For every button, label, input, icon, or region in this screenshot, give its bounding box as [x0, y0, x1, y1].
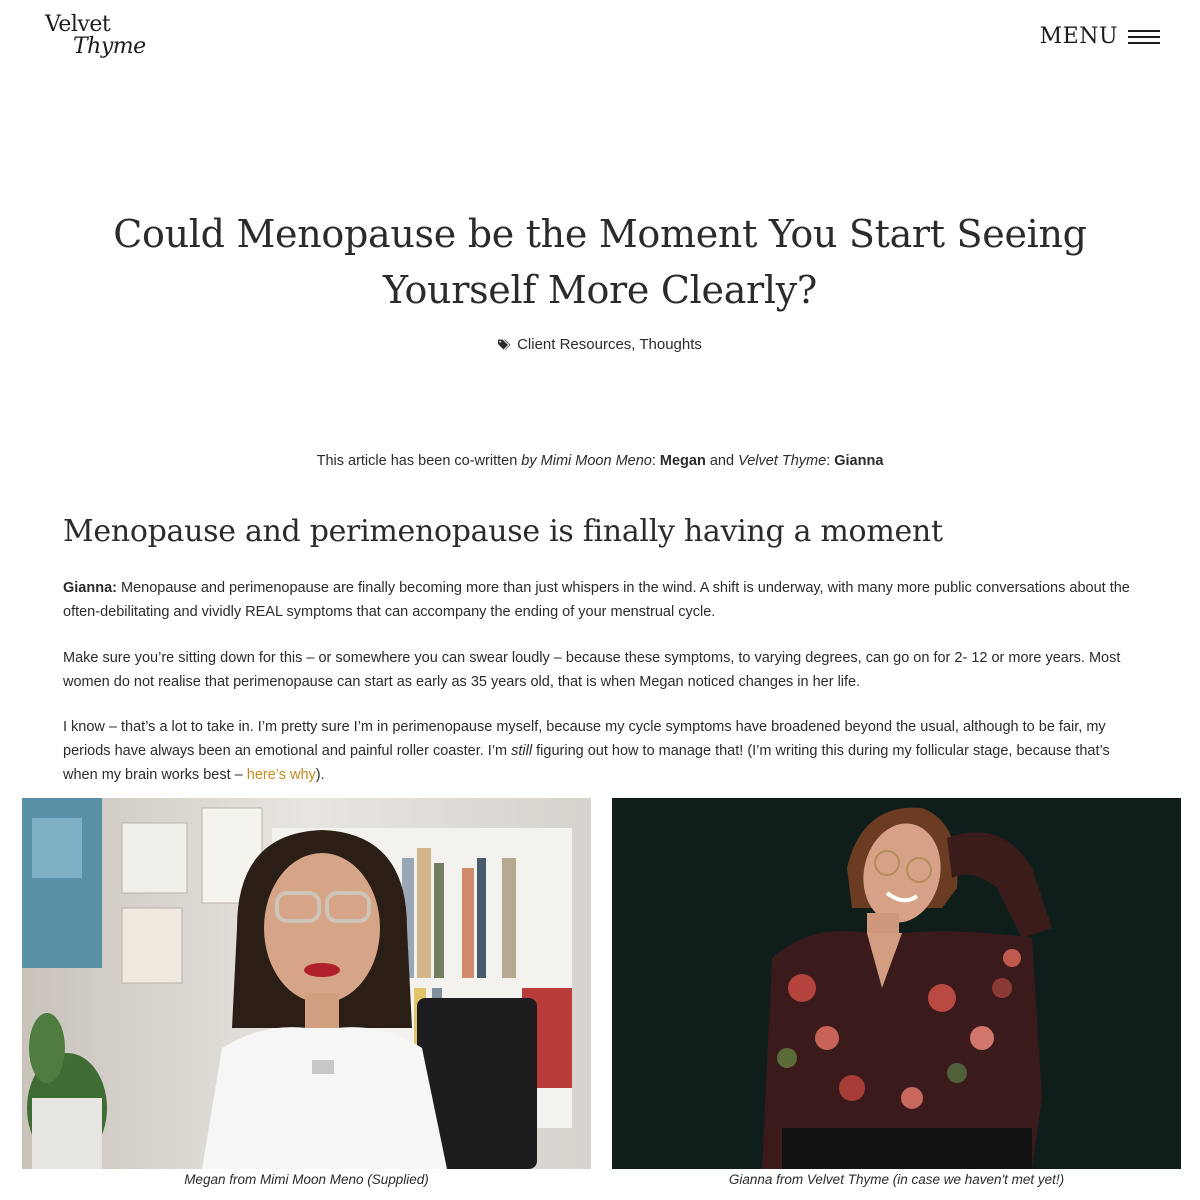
paragraph-1-text: Menopause and perimenopause are finally becoming more than just whispers in the wind. A shift is underway, with many more public conversations about the often-debilitating and vividly REAL symptoms that can accompany the ending of your menstrual cycle.: [63, 580, 1130, 620]
logo-line-1: Velvet: [45, 12, 111, 37]
article-title: Could Menopause be the Moment You Start Seeing Yourself More Clearly?: [113, 212, 1087, 312]
coauthor-org-2: Velvet Thyme: [738, 453, 827, 469]
coauthor-name-2: Gianna: [834, 453, 884, 469]
logo-line-2: Thyme: [73, 34, 146, 59]
paragraph-2: Make sure you’re sitting down for this – or somewhere you can swear loudly – because these symptoms, to varying degrees, can go on for 2- 12 or more years. Most women do not realise that perimenopause can start as early as 35 years old, that is when Megan noticed changes in her life.: [63, 650, 1121, 690]
coauthor-org-1: by Mimi Moon Meno: [521, 453, 652, 469]
gianna-photo-caption: Gianna from Velvet Thyme (in case we haven't met yet!): [728, 1172, 1065, 1187]
paragraph-3-text-c: ).: [315, 767, 325, 783]
coauthor-prefix: This article has been co-written: [316, 453, 522, 469]
coauthor-and: and: [705, 453, 739, 469]
coauthor-sep-2: :: [826, 453, 835, 469]
hamburger-icon: [1128, 28, 1160, 46]
categories-links[interactable]: Client Resources, Thoughts: [517, 336, 702, 353]
site-logo[interactable]: [45, 12, 165, 62]
paragraph-3-text-b: figuring out how to manage that! (I’m writing this during my follicular stage, because that’s when my brain works best –: [63, 743, 1110, 783]
coauthor-note: [0, 453, 1200, 469]
paragraph-1: [63, 576, 1143, 624]
menu-button[interactable]: [1040, 24, 1160, 49]
article-categories: [0, 336, 1200, 353]
coauthor-sep-1: :: [651, 453, 660, 469]
paragraph-3-emphasis: still: [511, 743, 533, 759]
coauthor-name-1: Megan: [659, 453, 706, 469]
heres-why-link[interactable]: here’s why: [246, 767, 316, 783]
megan-photo: [22, 798, 591, 1169]
paragraph-3: [63, 715, 1143, 787]
section-heading: Menopause and perimenopause is finally having a moment: [63, 514, 943, 549]
menu-label: MENU: [1039, 24, 1118, 49]
speaker-label: Gianna:: [63, 580, 117, 596]
megan-photo-caption: Megan from Mimi Moon Meno (Supplied): [184, 1172, 429, 1187]
tags-icon: [498, 339, 512, 350]
gianna-photo: [612, 798, 1181, 1169]
paragraph-3-text-a: I know – that’s a lot to take in. I’m pretty sure I’m in perimenopause myself, because my cycle symptoms have broadened beyond the usual, although to be fair, my periods have always been an emotional and painful roller coaster. I’m: [63, 719, 1106, 759]
